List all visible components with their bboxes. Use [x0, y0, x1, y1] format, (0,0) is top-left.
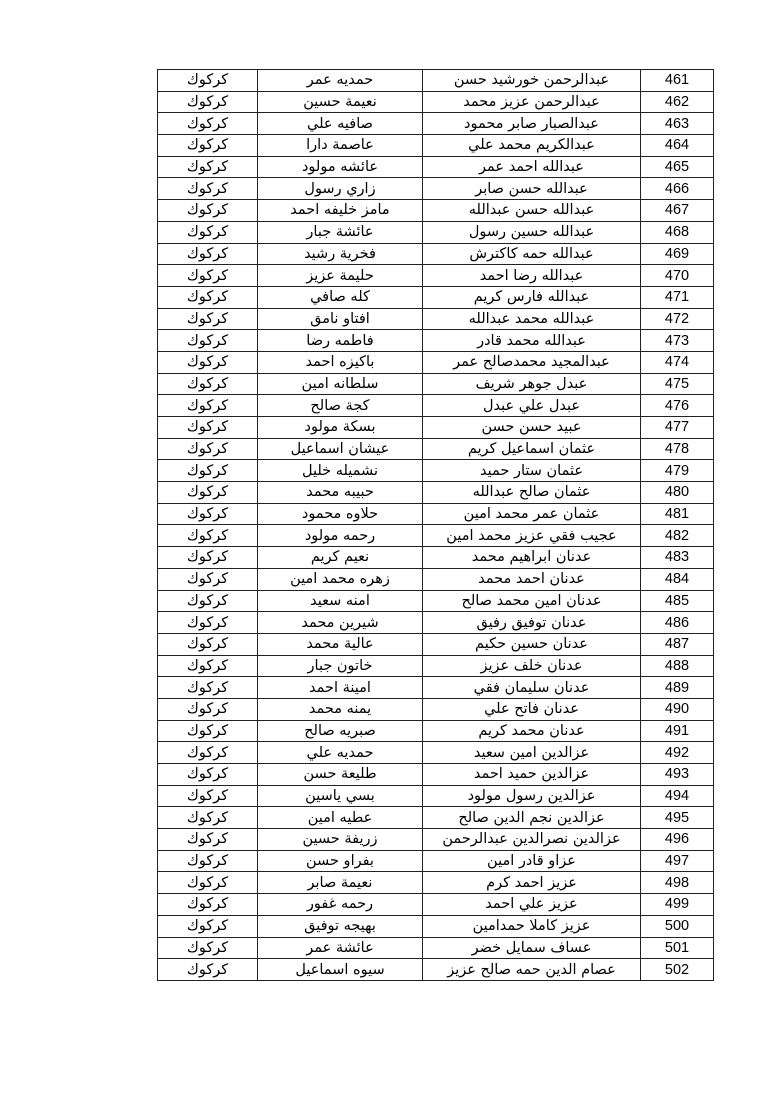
full-name-cell: عزالدين امين سعيد — [423, 742, 641, 764]
row-number-cell: 501 — [641, 937, 714, 959]
city-cell: كركوك — [158, 742, 258, 764]
row-number-cell: 475 — [641, 373, 714, 395]
full-name-cell: عدنان امين محمد صالح — [423, 590, 641, 612]
mother-name-cell: رحمه غفور — [258, 894, 423, 916]
table-row — [158, 70, 714, 92]
row-number-cell: 487 — [641, 633, 714, 655]
mother-name-cell: نشميله خليل — [258, 460, 423, 482]
city-cell: كركوك — [158, 937, 258, 959]
table-row — [158, 612, 714, 634]
mother-name-cell: زاري رسول — [258, 178, 423, 200]
full-name-cell: عزيز كاملا حمدامين — [423, 915, 641, 937]
city-cell: كركوك — [158, 178, 258, 200]
mother-name-cell: عائشة عمر — [258, 937, 423, 959]
row-number-cell: 468 — [641, 221, 714, 243]
full-name-cell: عساف سمايل خضر — [423, 937, 641, 959]
full-name-cell: عزالدين رسول مولود — [423, 785, 641, 807]
mother-name-cell: عائشة جبار — [258, 221, 423, 243]
full-name-cell: عدنان خلف عزيز — [423, 655, 641, 677]
mother-name-cell: طليعة حسن — [258, 764, 423, 786]
table-row — [158, 178, 714, 200]
row-number-cell: 478 — [641, 438, 714, 460]
table-row — [158, 894, 714, 916]
table-row — [158, 633, 714, 655]
city-cell: كركوك — [158, 633, 258, 655]
city-cell: كركوك — [158, 135, 258, 157]
mother-name-cell: رحمه مولود — [258, 525, 423, 547]
table-row — [158, 764, 714, 786]
mother-name-cell: زريفة حسين — [258, 829, 423, 851]
row-number-cell: 497 — [641, 850, 714, 872]
full-name-cell: عدنان محمد كريم — [423, 720, 641, 742]
row-number-cell: 466 — [641, 178, 714, 200]
mother-name-cell: صافيه علي — [258, 113, 423, 135]
city-cell: كركوك — [158, 894, 258, 916]
mother-name-cell: بفراو حسن — [258, 850, 423, 872]
mother-name-cell: امنه سعيد — [258, 590, 423, 612]
row-number-cell: 472 — [641, 308, 714, 330]
full-name-cell: عدنان فاتح علي — [423, 698, 641, 720]
row-number-cell: 499 — [641, 894, 714, 916]
table-row — [158, 373, 714, 395]
row-number-cell: 463 — [641, 113, 714, 135]
mother-name-cell: نعيم كريم — [258, 547, 423, 569]
full-name-cell: عبدالله محمد عبدالله — [423, 308, 641, 330]
mother-name-cell: بسي ياسين — [258, 785, 423, 807]
table-row — [158, 547, 714, 569]
city-cell: كركوك — [158, 503, 258, 525]
table-row — [158, 655, 714, 677]
names-table-body — [158, 70, 714, 981]
full-name-cell: عبيد حسن حسن — [423, 417, 641, 439]
table-row — [158, 785, 714, 807]
city-cell: كركوك — [158, 698, 258, 720]
mother-name-cell: حلاوه محمود — [258, 503, 423, 525]
full-name-cell: عدنان حسين حكيم — [423, 633, 641, 655]
row-number-cell: 474 — [641, 351, 714, 373]
table-row — [158, 698, 714, 720]
row-number-cell: 483 — [641, 547, 714, 569]
row-number-cell: 490 — [641, 698, 714, 720]
city-cell: كركوك — [158, 915, 258, 937]
table-row — [158, 482, 714, 504]
city-cell: كركوك — [158, 959, 258, 981]
table-row — [158, 590, 714, 612]
full-name-cell: عبدالمجيد محمدصالح عمر — [423, 351, 641, 373]
city-cell: كركوك — [158, 482, 258, 504]
table-row — [158, 677, 714, 699]
mother-name-cell: عطيه امين — [258, 807, 423, 829]
table-row — [158, 438, 714, 460]
full-name-cell: عجيب فقي عزيز محمد امين — [423, 525, 641, 547]
full-name-cell: عبدالكريم محمد علي — [423, 135, 641, 157]
city-cell: كركوك — [158, 308, 258, 330]
city-cell: كركوك — [158, 720, 258, 742]
row-number-cell: 496 — [641, 829, 714, 851]
mother-name-cell: نعيمة حسين — [258, 91, 423, 113]
row-number-cell: 477 — [641, 417, 714, 439]
table-row — [158, 872, 714, 894]
full-name-cell: عبدالله محمد قادر — [423, 330, 641, 352]
row-number-cell: 473 — [641, 330, 714, 352]
city-cell: كركوك — [158, 113, 258, 135]
mother-name-cell: زهره محمد امين — [258, 568, 423, 590]
table-row — [158, 395, 714, 417]
full-name-cell: عزيز احمد كرم — [423, 872, 641, 894]
full-name-cell: عزالدين حميد احمد — [423, 764, 641, 786]
city-cell: كركوك — [158, 351, 258, 373]
city-cell: كركوك — [158, 785, 258, 807]
mother-name-cell: حمديه علي — [258, 742, 423, 764]
table-row — [158, 113, 714, 135]
table-row — [158, 286, 714, 308]
mother-name-cell: خاتون جبار — [258, 655, 423, 677]
row-number-cell: 491 — [641, 720, 714, 742]
row-number-cell: 494 — [641, 785, 714, 807]
mother-name-cell: عائشه مولود — [258, 156, 423, 178]
mother-name-cell: حبيبه محمد — [258, 482, 423, 504]
table-row — [158, 915, 714, 937]
city-cell: كركوك — [158, 807, 258, 829]
row-number-cell: 479 — [641, 460, 714, 482]
table-row — [158, 503, 714, 525]
full-name-cell: عبدالصبار صابر محمود — [423, 113, 641, 135]
full-name-cell: عزاو قادر امين — [423, 850, 641, 872]
table-row — [158, 742, 714, 764]
city-cell: كركوك — [158, 850, 258, 872]
full-name-cell: عدنان ابراهيم محمد — [423, 547, 641, 569]
full-name-cell: عدنان سليمان فقي — [423, 677, 641, 699]
city-cell: كركوك — [158, 547, 258, 569]
row-number-cell: 502 — [641, 959, 714, 981]
full-name-cell: عبدالله حسن عبدالله — [423, 200, 641, 222]
full-name-cell: عدنان توفيق رفيق — [423, 612, 641, 634]
full-name-cell: عبدالله رضا احمد — [423, 265, 641, 287]
table-row — [158, 243, 714, 265]
mother-name-cell: صبريه صالح — [258, 720, 423, 742]
city-cell: كركوك — [158, 460, 258, 482]
row-number-cell: 476 — [641, 395, 714, 417]
city-cell: كركوك — [158, 330, 258, 352]
row-number-cell: 471 — [641, 286, 714, 308]
city-cell: كركوك — [158, 243, 258, 265]
full-name-cell: عبدل علي عبدل — [423, 395, 641, 417]
city-cell: كركوك — [158, 265, 258, 287]
full-name-cell: عبدالله حسن صابر — [423, 178, 641, 200]
row-number-cell: 464 — [641, 135, 714, 157]
mother-name-cell: يمنه محمد — [258, 698, 423, 720]
mother-name-cell: كله صافي — [258, 286, 423, 308]
full-name-cell: عبدالرحمن خورشيد حسن — [423, 70, 641, 92]
table-row — [158, 720, 714, 742]
row-number-cell: 469 — [641, 243, 714, 265]
full-name-cell: عبدالله فارس كريم — [423, 286, 641, 308]
row-number-cell: 467 — [641, 200, 714, 222]
row-number-cell: 500 — [641, 915, 714, 937]
full-name-cell: عثمان صالح عبدالله — [423, 482, 641, 504]
city-cell: كركوك — [158, 764, 258, 786]
city-cell: كركوك — [158, 395, 258, 417]
city-cell: كركوك — [158, 525, 258, 547]
table-row — [158, 221, 714, 243]
mother-name-cell: سلطانه امين — [258, 373, 423, 395]
full-name-cell: عصام الدين حمه صالح عزيز — [423, 959, 641, 981]
table-row — [158, 91, 714, 113]
mother-name-cell: حمديه عمر — [258, 70, 423, 92]
row-number-cell: 480 — [641, 482, 714, 504]
city-cell: كركوك — [158, 70, 258, 92]
city-cell: كركوك — [158, 221, 258, 243]
table-row — [158, 135, 714, 157]
row-number-cell: 489 — [641, 677, 714, 699]
mother-name-cell: عالية محمد — [258, 633, 423, 655]
table-row — [158, 330, 714, 352]
mother-name-cell: فخرية رشيد — [258, 243, 423, 265]
row-number-cell: 465 — [641, 156, 714, 178]
table-row — [158, 937, 714, 959]
city-cell: كركوك — [158, 438, 258, 460]
table-row — [158, 308, 714, 330]
row-number-cell: 461 — [641, 70, 714, 92]
mother-name-cell: باكيزه احمد — [258, 351, 423, 373]
table-row — [158, 807, 714, 829]
mother-name-cell: بسكة مولود — [258, 417, 423, 439]
row-number-cell: 486 — [641, 612, 714, 634]
row-number-cell: 493 — [641, 764, 714, 786]
mother-name-cell: مامز خليفه احمد — [258, 200, 423, 222]
mother-name-cell: كجة صالح — [258, 395, 423, 417]
row-number-cell: 495 — [641, 807, 714, 829]
full-name-cell: عدنان احمد محمد — [423, 568, 641, 590]
city-cell: كركوك — [158, 200, 258, 222]
names-table — [157, 69, 714, 981]
city-cell: كركوك — [158, 590, 258, 612]
row-number-cell: 488 — [641, 655, 714, 677]
full-name-cell: عبدالله حسين رسول — [423, 221, 641, 243]
city-cell: كركوك — [158, 655, 258, 677]
row-number-cell: 484 — [641, 568, 714, 590]
row-number-cell: 482 — [641, 525, 714, 547]
city-cell: كركوك — [158, 286, 258, 308]
row-number-cell: 481 — [641, 503, 714, 525]
mother-name-cell: نعيمة صابر — [258, 872, 423, 894]
full-name-cell: عبدالله احمد عمر — [423, 156, 641, 178]
city-cell: كركوك — [158, 872, 258, 894]
city-cell: كركوك — [158, 829, 258, 851]
mother-name-cell: عاصمة دارا — [258, 135, 423, 157]
city-cell: كركوك — [158, 612, 258, 634]
full-name-cell: عزالدين نجم الدين صالح — [423, 807, 641, 829]
city-cell: كركوك — [158, 373, 258, 395]
full-name-cell: عثمان اسماعيل كريم — [423, 438, 641, 460]
mother-name-cell: فاطمه رضا — [258, 330, 423, 352]
table-row — [158, 351, 714, 373]
full-name-cell: عزالدين نصرالدين عبدالرحمن — [423, 829, 641, 851]
city-cell: كركوك — [158, 417, 258, 439]
row-number-cell: 498 — [641, 872, 714, 894]
full-name-cell: عبدل جوهر شريف — [423, 373, 641, 395]
table-row — [158, 525, 714, 547]
row-number-cell: 485 — [641, 590, 714, 612]
table-row — [158, 156, 714, 178]
full-name-cell: عبدالله حمه كاكترش — [423, 243, 641, 265]
city-cell: كركوك — [158, 677, 258, 699]
city-cell: كركوك — [158, 91, 258, 113]
table-row — [158, 829, 714, 851]
table-row — [158, 568, 714, 590]
mother-name-cell: سيوه اسماعيل — [258, 959, 423, 981]
mother-name-cell: شيرين محمد — [258, 612, 423, 634]
table-row — [158, 265, 714, 287]
mother-name-cell: بهيجه توفيق — [258, 915, 423, 937]
full-name-cell: عبدالرحمن عزيز محمد — [423, 91, 641, 113]
mother-name-cell: عيشان اسماعيل — [258, 438, 423, 460]
mother-name-cell: حليمة عزيز — [258, 265, 423, 287]
table-row — [158, 460, 714, 482]
row-number-cell: 462 — [641, 91, 714, 113]
full-name-cell: عثمان عمر محمد امين — [423, 503, 641, 525]
table-row — [158, 850, 714, 872]
city-cell: كركوك — [158, 156, 258, 178]
table-row — [158, 200, 714, 222]
mother-name-cell: امينة احمد — [258, 677, 423, 699]
row-number-cell: 470 — [641, 265, 714, 287]
mother-name-cell: افتاو نامق — [258, 308, 423, 330]
full-name-cell: عثمان ستار حميد — [423, 460, 641, 482]
city-cell: كركوك — [158, 568, 258, 590]
table-row — [158, 959, 714, 981]
row-number-cell: 492 — [641, 742, 714, 764]
full-name-cell: عزيز علي احمد — [423, 894, 641, 916]
table-row — [158, 417, 714, 439]
